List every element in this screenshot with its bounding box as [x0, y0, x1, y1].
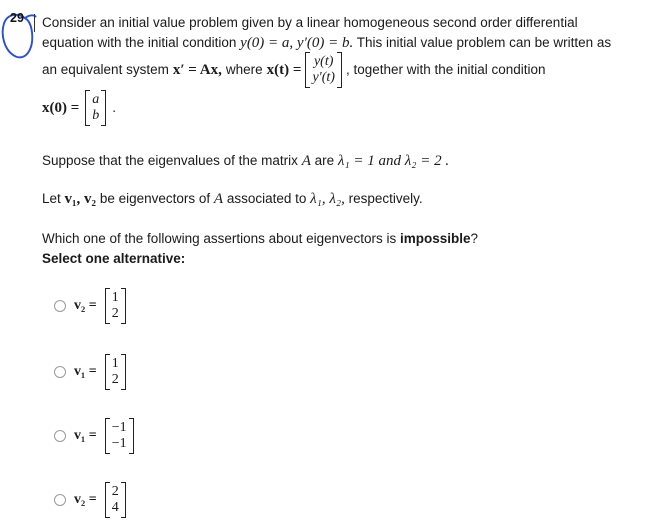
respectively-text: respectively. [348, 191, 423, 206]
question-number-divider [34, 14, 35, 32]
question-line-3 [42, 52, 546, 88]
option-4-radio[interactable] [54, 494, 66, 506]
option-2-label: v₁ = [74, 364, 97, 379]
option-2-radio[interactable] [54, 366, 66, 378]
prompt-text: Which one of the following assertions about eigenvectors is [42, 231, 397, 246]
option-2-top: 1 [111, 356, 119, 371]
lambda-math: λ₁, λ₂, [310, 191, 345, 207]
question-line-2 [42, 34, 611, 52]
eigenvectors-line [42, 190, 423, 208]
option-3-vector [105, 418, 134, 454]
option-3-bottom: −1 [111, 436, 127, 451]
eigenvalues-math: λ₁ = 1 and λ₂ = 2 . [337, 153, 450, 169]
equivalent-system-text: an equivalent system [42, 62, 169, 77]
eigenvalues-line [42, 152, 449, 170]
option-4-top: 2 [111, 484, 119, 499]
state-vector [305, 52, 342, 88]
where-text: where [225, 62, 263, 77]
matrix-symbol: A [301, 153, 311, 169]
option-3-top: −1 [111, 420, 127, 435]
initial-condition-math: y(0) = a, y′(0) = b. [240, 35, 354, 51]
let-text: Let [42, 191, 61, 206]
system-equation: x′ = Ax, [172, 62, 222, 78]
eigenvectors-math: v₁, v₂ [64, 191, 97, 207]
option-2-vector [105, 354, 126, 390]
prompt-line [42, 230, 478, 248]
option-4-label: v₂ = [74, 492, 97, 507]
option-4-vector [105, 482, 126, 518]
option-3[interactable] [54, 418, 134, 454]
together-text: , together with the initial condition [345, 62, 546, 77]
option-3-radio[interactable] [54, 430, 66, 442]
option-2-bottom: 2 [111, 372, 119, 387]
x0-label: x(0) = [42, 100, 80, 116]
option-2[interactable] [54, 354, 126, 390]
initial-condition-text: equation with the initial condition [42, 35, 237, 50]
option-1-vector [105, 288, 126, 324]
initial-vector-line: x(0) = a b . [42, 90, 116, 126]
option-4-bottom: 4 [111, 500, 119, 515]
prompt-emphasis: impossible [399, 231, 471, 246]
option-1-bottom: 2 [111, 306, 119, 321]
question-line-1 [42, 14, 578, 32]
state-vector-top: y(t) [313, 54, 334, 69]
initial-vector-bottom: b [92, 108, 100, 123]
prompt-end: ? [470, 231, 479, 246]
question-number: 29 [10, 11, 24, 25]
eigenvalues-text: Suppose that the eigenvalues of the matrix [42, 153, 298, 168]
option-1[interactable] [54, 288, 126, 324]
option-1-label: v₂ = [74, 298, 97, 313]
associated-text: associated to [226, 191, 307, 206]
question-number-badge [0, 0, 44, 70]
question-text-1: Consider an initial value problem given by a linear homogeneous second order differential [42, 15, 578, 30]
matrix-symbol-2: A [213, 191, 224, 207]
option-4[interactable] [54, 482, 126, 518]
system-rewrite-text: This initial value problem can be written as [356, 35, 612, 50]
xt-label: x(t) = [266, 62, 302, 78]
select-instruction: Select one alternative: [42, 251, 186, 266]
are-text: are [314, 153, 335, 168]
option-1-top: 1 [111, 290, 119, 305]
state-vector-bottom: y′(t) [312, 70, 335, 85]
initial-vector [85, 90, 106, 126]
option-3-label: v₁ = [74, 428, 97, 443]
option-1-radio[interactable] [54, 300, 66, 312]
initial-vector-top: a [92, 92, 100, 107]
eigenvectors-text: be eigenvectors of [99, 191, 211, 206]
